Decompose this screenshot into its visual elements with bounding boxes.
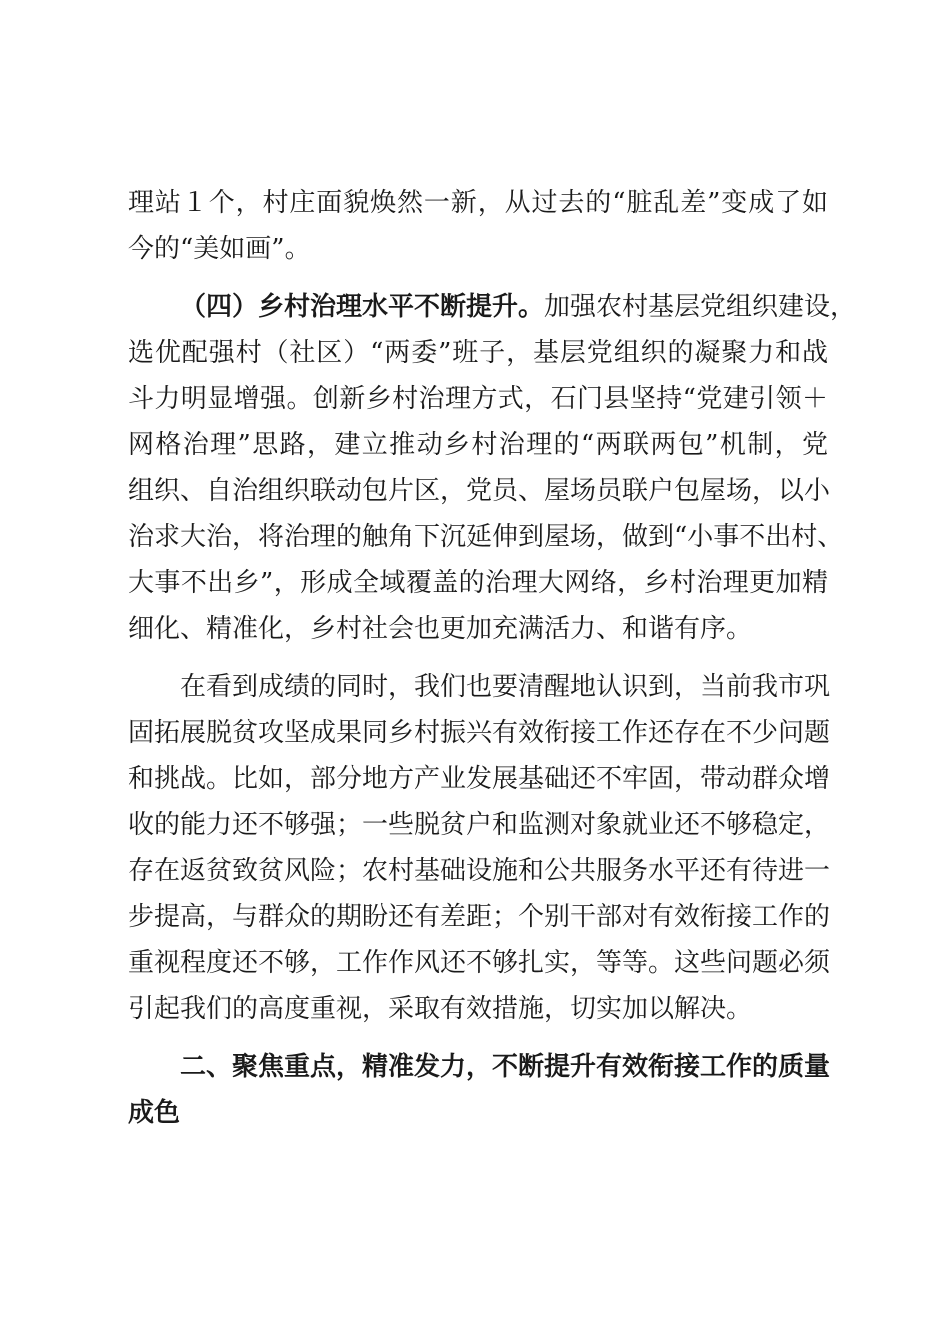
paragraph-line: 在看到成绩的同时，我们也要清醒地认识到，当前我市巩 xyxy=(180,672,831,702)
paragraph-line: 细化、精准化，乡村社会也更加充满活力、和谐有序。 xyxy=(128,614,753,644)
paragraph-line: 今的“美如画”。 xyxy=(128,234,311,264)
paragraph-line: 重视程度还不够，工作作风还不够扎实，等等。这些问题必须 xyxy=(128,948,831,978)
section-four-heading: （四）乡村治理水平不断提升。 xyxy=(180,292,545,322)
paragraph-line: 大事不出乡”，形成全域覆盖的治理大网络，乡村治理更加精 xyxy=(128,568,828,598)
paragraph-line: 选优配强村（社区）“两委”班子，基层党组织的凝聚力和战 xyxy=(128,338,828,368)
paragraph-line: 理站１个，村庄面貌焕然一新，从过去的“脏乱差”变成了如 xyxy=(128,188,828,218)
paragraph-line: 治求大治，将治理的触角下沉延伸到屋场，做到“小事不出村、 xyxy=(128,522,844,552)
paragraph-line: 固拓展脱贫攻坚成果同乡村振兴有效衔接工作还存在不少问题 xyxy=(128,718,831,748)
paragraph-line: 斗力明显增强。创新乡村治理方式，石门县坚持“党建引领＋ xyxy=(128,384,828,414)
paragraph-line: 和挑战。比如，部分地方产业发展基础还不牢固，带动群众增 xyxy=(128,764,831,794)
paragraph-line: 步提高，与群众的期盼还有差距；个别干部对有效衔接工作的 xyxy=(128,902,831,932)
section-two-heading-line: 成色 xyxy=(128,1098,181,1128)
section-four-first-line-text: 加强农村基层党组织建设， xyxy=(544,292,857,322)
paragraph-line: 收的能力还不够强；一些脱贫户和监测对象就业还不够稳定， xyxy=(128,810,831,840)
section-four-first-line xyxy=(180,287,857,327)
section-two-heading-line: 二、聚焦重点，精准发力，不断提升有效衔接工作的质量 xyxy=(180,1052,831,1082)
paragraph-line: 网格治理”思路，建立推动乡村治理的“两联两包”机制，党 xyxy=(128,430,828,460)
paragraph-line: 引起我们的高度重视，采取有效措施，切实加以解决。 xyxy=(128,994,753,1024)
paragraph-line: 组织、自治组织联动包片区，党员、屋场员联户包屋场，以小 xyxy=(128,476,831,506)
paragraph-line: 存在返贫致贫风险；农村基础设施和公共服务水平还有待进一 xyxy=(128,856,831,886)
